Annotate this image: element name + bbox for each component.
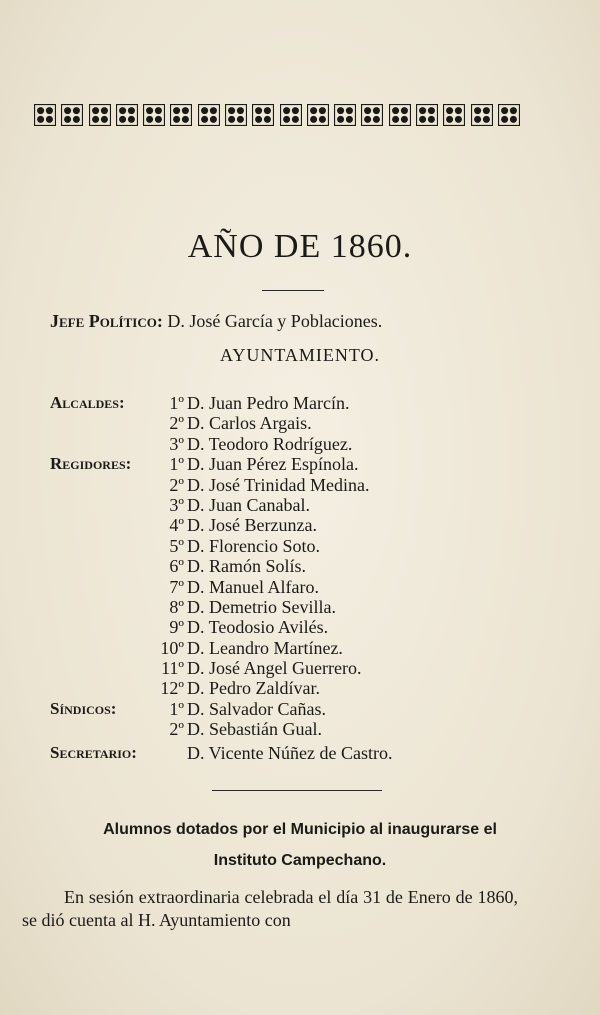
- roster-name: D. Sebastián Gual.: [187, 719, 322, 740]
- roster-name: D. Juan Canabal.: [187, 494, 310, 515]
- flower-cross-ornament-icon: [389, 104, 411, 126]
- divider-long: [212, 790, 382, 791]
- roster-row: [0, 495, 600, 515]
- flower-cross-ornament-icon: [443, 104, 465, 126]
- roster-ordinal: 1º: [169, 454, 184, 475]
- roster-name: D. Teodoro Rodríguez.: [187, 433, 353, 454]
- roster-name: D. Salvador Cañas.: [187, 698, 326, 719]
- roster-ordinal: 9º: [169, 617, 184, 638]
- roster-name: D. Leandro Martínez.: [187, 637, 343, 658]
- roster-row: [0, 413, 600, 433]
- roster-row: [0, 678, 600, 698]
- roster-row: [0, 577, 600, 597]
- roster-row: [0, 536, 600, 556]
- roster-ordinal: 7º: [169, 576, 184, 597]
- roster-row: [0, 658, 600, 678]
- roster-ordinal: 2º: [169, 413, 184, 434]
- roster-row: [0, 743, 600, 763]
- roster-row: [0, 638, 600, 658]
- roster-ordinal: 1º: [169, 393, 184, 413]
- roster-row: [0, 393, 600, 413]
- subheading-line-2: Instituto Campechano.: [213, 852, 387, 869]
- roster-row: [0, 597, 600, 617]
- flower-cross-ornament-icon: [471, 104, 493, 126]
- subheading-line-1: Alumnos dotados por el Municipio al inaugurarse el: [103, 821, 497, 838]
- flower-cross-ornament-icon: [280, 104, 302, 126]
- roster-name: D. Teodosio Avilés.: [187, 617, 329, 638]
- roster-ordinal: 5º: [169, 535, 184, 556]
- roster-ordinal: 1º: [169, 698, 184, 719]
- roster-row: [0, 454, 600, 474]
- roster-ordinal: 11º: [161, 658, 184, 679]
- roster-name: D. José Trinidad Medina.: [187, 474, 370, 495]
- roster-name: D. José Angel Guerrero.: [187, 658, 362, 679]
- council-roster: [0, 393, 600, 763]
- roster-role: Alcaldes:: [50, 393, 125, 412]
- roster-name: D. Vicente Núñez de Castro.: [187, 742, 393, 763]
- jefe-label: Jefe Político:: [50, 311, 163, 331]
- page-title: AÑO DE 1860.: [187, 228, 413, 265]
- roster-ordinal: 3º: [169, 433, 184, 454]
- roster-role: Regidores:: [50, 454, 132, 474]
- jefe-politico-line: [50, 311, 570, 332]
- roster-name: D. Florencio Soto.: [187, 535, 320, 556]
- roster-ordinal: 8º: [169, 596, 184, 617]
- roster-name: D. Carlos Argais.: [187, 413, 312, 434]
- roster-ordinal: 3º: [169, 494, 184, 515]
- roster-row: [0, 434, 600, 454]
- flower-cross-ornament-icon: [143, 104, 165, 126]
- flower-cross-ornament-icon: [89, 104, 111, 126]
- divider-short: [262, 290, 324, 291]
- flower-cross-ornament-icon: [34, 104, 56, 126]
- roster-name: D. Demetrio Sevilla.: [187, 596, 336, 617]
- flower-cross-ornament-icon: [334, 104, 356, 126]
- flower-cross-ornament-icon: [307, 104, 329, 126]
- roster-ordinal: 12º: [160, 678, 184, 699]
- flower-cross-ornament-icon: [252, 104, 274, 126]
- roster-row: [0, 475, 600, 495]
- roster-name: D. Juan Pérez Espínola.: [187, 454, 359, 475]
- subheading: [0, 814, 600, 876]
- body-paragraph: En sesión extraordinaria celebrada el día 31 de Enero de 1860, se dió cuenta al H. Ayuntamiento con: [22, 887, 518, 930]
- flower-cross-ornament-icon: [416, 104, 438, 126]
- flower-cross-ornament-icon: [198, 104, 220, 126]
- ornament-border: [34, 100, 520, 130]
- roster-row: [0, 617, 600, 637]
- roster-name: D. Juan Pedro Marcín.: [187, 393, 350, 413]
- roster-name: D. José Berzunza.: [187, 515, 317, 536]
- roster-ordinal: 10º: [160, 637, 184, 658]
- roster-role: Síndicos:: [50, 698, 117, 718]
- roster-name: D. Pedro Zaldívar.: [187, 678, 320, 699]
- flower-cross-ornament-icon: [225, 104, 247, 126]
- roster-role: Secretario:: [50, 742, 137, 762]
- roster-ordinal: 6º: [169, 556, 184, 577]
- section-title: AYUNTAMIENTO.: [219, 345, 381, 365]
- roster-ordinal: 2º: [169, 474, 184, 495]
- flower-cross-ornament-icon: [361, 104, 383, 126]
- roster-row: [0, 719, 600, 739]
- roster-ordinal: 2º: [169, 719, 184, 740]
- roster-name: D. Manuel Alfaro.: [187, 576, 319, 597]
- roster-ordinal: 4º: [169, 515, 184, 536]
- jefe-value: D. José García y Poblaciones.: [167, 311, 383, 331]
- flower-cross-ornament-icon: [61, 104, 83, 126]
- roster-row: [0, 556, 600, 576]
- roster-name: D. Ramón Solís.: [187, 556, 307, 577]
- flower-cross-ornament-icon: [498, 104, 520, 126]
- flower-cross-ornament-icon: [170, 104, 192, 126]
- roster-row: [0, 515, 600, 535]
- roster-row: [0, 699, 600, 719]
- flower-cross-ornament-icon: [116, 104, 138, 126]
